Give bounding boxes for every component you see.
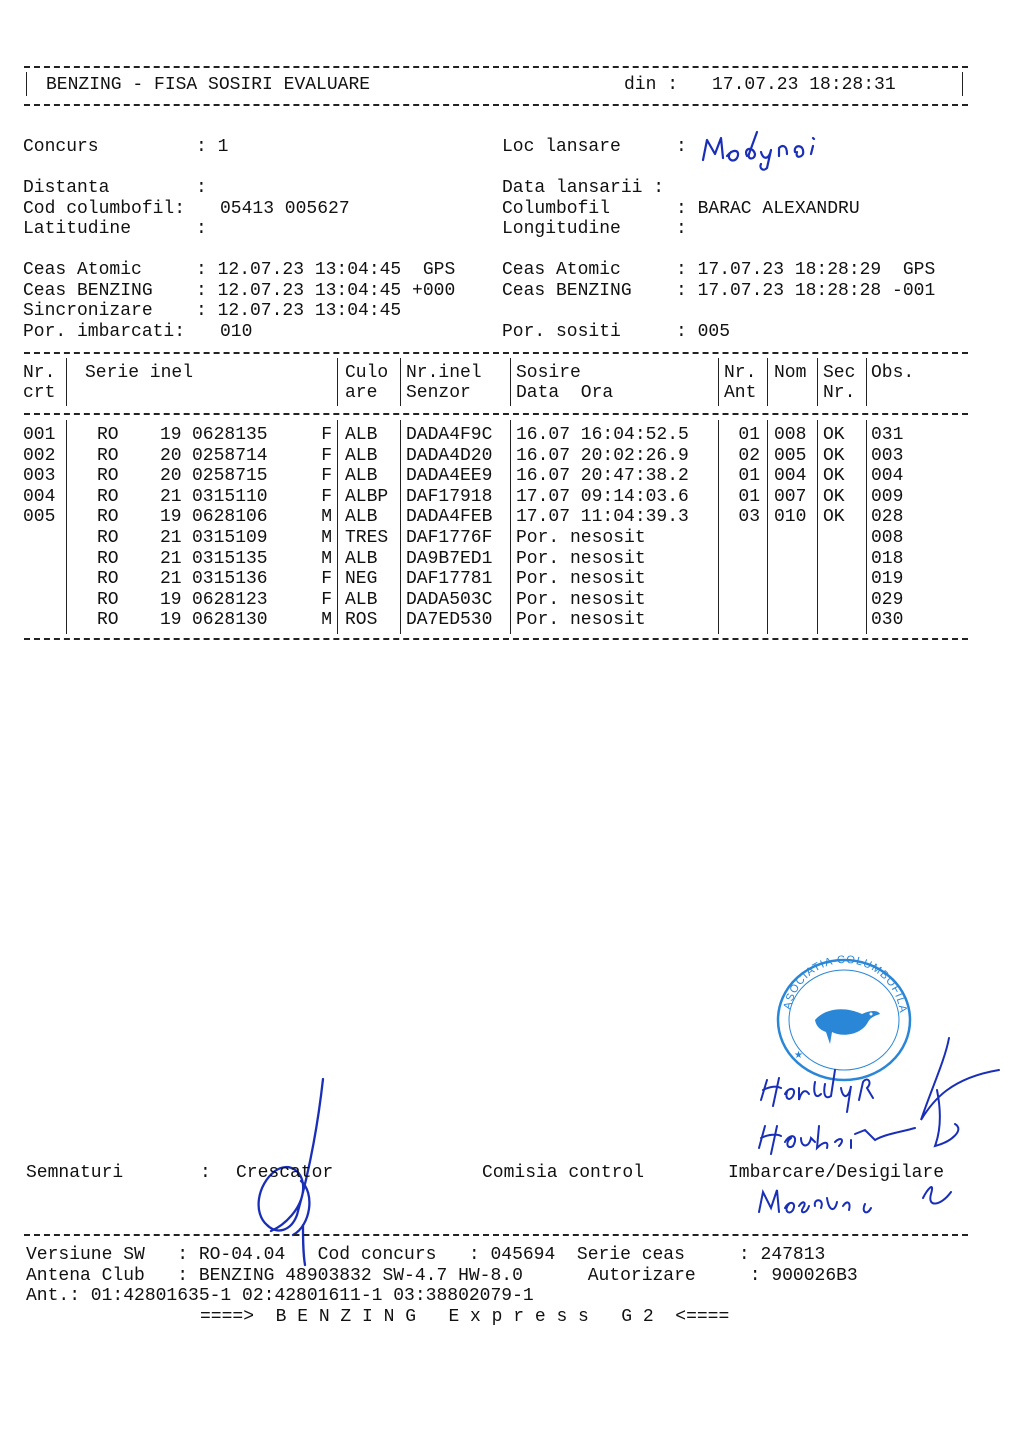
cell-obs: 030 <box>871 610 904 631</box>
column-separator <box>718 420 719 634</box>
cell-cul: ALBP <box>345 486 389 507</box>
cell-cul: ALB <box>345 445 378 466</box>
cell-obs: 029 <box>871 589 904 610</box>
col-header-nr-inel: Nr.inel <box>406 363 482 383</box>
cell-ant: 02 <box>738 445 760 466</box>
cell-crt: 005 <box>23 507 56 528</box>
crescator-label: Crescator <box>236 1163 334 1183</box>
cell-sex: F <box>321 445 332 466</box>
cell-ring: 0315135 <box>192 548 268 569</box>
cell-nom: 007 <box>774 486 807 507</box>
cell-crt: 003 <box>23 466 56 487</box>
cell-sosire: 16.07 20:47:38.2 <box>516 466 689 487</box>
latitudine-label: Latitudine <box>23 219 132 239</box>
porumbei-sositi-label: Por. sositi <box>502 322 621 342</box>
cell-sex: M <box>321 507 332 528</box>
cell-sex: F <box>321 486 332 507</box>
cell-cul: NEG <box>345 569 378 590</box>
porumbei-imbarcati-label: Por. imbarcati: <box>23 322 186 342</box>
cell-ro: RO <box>97 486 119 507</box>
cell-crt: 001 <box>23 425 56 445</box>
cod-columbofil-value: 05413 005627 <box>220 199 350 219</box>
col-header-data-ora: Data Ora <box>516 383 614 403</box>
footer-antena-line: Antena Club : BENZING 48903832 SW-4.7 HW-8.0 Autorizare : 900026B3 <box>26 1266 858 1286</box>
cell-yr: 21 <box>160 486 182 507</box>
cell-sec: OK <box>823 466 845 487</box>
loc-lansare-label: Loc lansare <box>502 137 621 157</box>
header-right-border <box>962 72 963 96</box>
cell-sosire: 16.07 20:02:26.9 <box>516 445 689 466</box>
cell-sosire: 17.07 11:04:39.3 <box>516 507 689 528</box>
table-top-rule <box>24 352 968 354</box>
table-bottom-rule <box>24 638 968 640</box>
column-separator <box>767 358 768 406</box>
cell-yr: 20 <box>160 445 182 466</box>
comisia-control-label: Comisia control <box>482 1163 645 1183</box>
col-header-crt: crt <box>23 383 56 403</box>
header-top-rule <box>24 66 968 68</box>
cell-sosire: Por. nesosit <box>516 528 646 548</box>
ceas-benzing-end-label: Ceas BENZING <box>502 281 632 301</box>
ceas-benzing-end-value: : 17.07.23 18:28:28 -001 <box>676 281 936 301</box>
cell-cul: ALB <box>345 425 378 445</box>
columbofil-label: Columbofil <box>502 199 611 219</box>
column-separator <box>866 358 867 406</box>
svg-text:★: ★ <box>794 1050 803 1061</box>
longitudine-label: Longitudine <box>502 219 621 239</box>
concurs-value: : 1 <box>196 137 229 157</box>
cell-sex: F <box>321 466 332 487</box>
longitudine-value: : <box>676 219 687 239</box>
cell-nom: 004 <box>774 466 807 487</box>
cell-sex: F <box>321 569 332 590</box>
cell-sec: OK <box>823 425 845 445</box>
col-header-nom: Nom <box>774 363 807 383</box>
cell-obs: 028 <box>871 507 904 528</box>
cell-yr: 19 <box>160 425 182 445</box>
column-separator <box>510 420 511 634</box>
cell-ro: RO <box>97 569 119 590</box>
cell-sex: M <box>321 548 332 569</box>
col-header-senzor: Senzor <box>406 383 471 403</box>
cell-yr: 21 <box>160 569 182 590</box>
report-datetime: 17.07.23 18:28:31 <box>712 75 896 95</box>
cell-ro: RO <box>97 507 119 528</box>
cell-senzor: DA9B7ED1 <box>406 548 493 569</box>
cell-senzor: DAF17918 <box>406 486 493 507</box>
cell-ring: 0315136 <box>192 569 268 590</box>
cell-ro: RO <box>97 589 119 610</box>
cell-ring: 0628135 <box>192 425 268 445</box>
imbarcare-desigilare-label: Imbarcare/Desigilare <box>728 1163 945 1183</box>
column-separator <box>817 358 818 406</box>
cell-senzor: DAF1776F <box>406 528 493 548</box>
cell-obs: 008 <box>871 528 904 548</box>
ceas-atomic-start-label: Ceas Atomic <box>23 260 142 280</box>
cell-sex: F <box>321 425 332 445</box>
cell-cul: ROS <box>345 610 378 631</box>
cell-senzor: DADA503C <box>406 589 493 610</box>
cell-sosire: 16.07 16:04:52.5 <box>516 425 689 445</box>
cell-yr: 20 <box>160 466 182 487</box>
cell-ring: 0258714 <box>192 445 268 466</box>
column-separator <box>400 358 401 406</box>
cell-ro: RO <box>97 466 119 487</box>
table-header-rule <box>24 413 968 415</box>
cell-obs: 004 <box>871 466 904 487</box>
porumbei-imbarcati-value: 010 <box>220 322 253 342</box>
ceas-benzing-start-value: : 12.07.23 13:04:45 +000 <box>196 281 456 301</box>
cell-sex: M <box>321 610 332 631</box>
semnaturi-label: Semnaturi <box>26 1163 124 1183</box>
cell-ant: 03 <box>738 507 760 528</box>
loc-lansare-sep: : <box>676 137 687 157</box>
col-header-ant: Ant <box>724 383 757 403</box>
cell-ring: 0315110 <box>192 486 268 507</box>
cell-ring: 0628106 <box>192 507 268 528</box>
column-separator <box>337 358 338 406</box>
latitudine-value: : <box>196 219 207 239</box>
distanta-value: : <box>196 178 207 198</box>
cell-ro: RO <box>97 548 119 569</box>
stamp-text: ASOCIATIA COLUMBOFILA <box>781 953 909 1015</box>
cell-obs: 019 <box>871 569 904 590</box>
header-bottom-rule <box>24 104 968 106</box>
col-header-sec: Sec <box>823 363 856 383</box>
columbofil-value: : BARAC ALEXANDRU <box>676 199 860 219</box>
col-header-serie-inel: Serie inel <box>85 363 194 383</box>
col-header-culoare-2: are <box>345 383 378 403</box>
column-separator <box>767 420 768 634</box>
cell-obs: 009 <box>871 486 904 507</box>
data-lansarii-label: Data lansarii : <box>502 178 665 198</box>
col-header-nr-ant: Nr. <box>724 363 757 383</box>
cell-sosire: Por. nesosit <box>516 589 646 610</box>
cell-sec: OK <box>823 486 845 507</box>
cell-ring: 0628130 <box>192 610 268 631</box>
cell-yr: 19 <box>160 589 182 610</box>
document-title: BENZING - FISA SOSIRI EVALUARE <box>46 75 371 95</box>
cell-ro: RO <box>97 610 119 631</box>
column-separator <box>510 358 511 406</box>
sincronizare-value: : 12.07.23 13:04:45 <box>196 301 402 321</box>
cell-cul: ALB <box>345 466 378 487</box>
cell-ring: 0628123 <box>192 589 268 610</box>
column-separator <box>337 420 338 634</box>
cell-obs: 003 <box>871 445 904 466</box>
cell-ring: 0258715 <box>192 466 268 487</box>
column-separator <box>718 358 719 406</box>
column-separator <box>817 420 818 634</box>
cell-senzor: DADA4D20 <box>406 445 493 466</box>
cell-senzor: DA7ED530 <box>406 610 493 631</box>
cell-crt: 004 <box>23 486 56 507</box>
cell-senzor: DADA4EE9 <box>406 466 493 487</box>
cell-obs: 031 <box>871 425 904 445</box>
cell-yr: 21 <box>160 548 182 569</box>
loc-lansare-handwriting <box>695 128 870 174</box>
col-header-culoare-1: Culo <box>345 363 389 383</box>
cell-sosire: Por. nesosit <box>516 548 646 569</box>
header-left-border <box>26 72 27 96</box>
cell-ant: 01 <box>738 425 760 445</box>
ceas-atomic-start-value: : 12.07.23 13:04:45 GPS <box>196 260 456 280</box>
cell-nom: 008 <box>774 425 807 445</box>
column-separator <box>66 420 67 634</box>
footer-benzing-express: ====> B E N Z I N G E x p r e s s G 2 <==== <box>200 1307 730 1327</box>
cell-sosire: Por. nesosit <box>516 569 646 590</box>
column-separator <box>400 420 401 634</box>
cell-sosire: 17.07 09:14:03.6 <box>516 486 689 507</box>
cell-yr: 19 <box>160 610 182 631</box>
cell-ant: 01 <box>738 466 760 487</box>
footer-rule <box>24 1234 968 1236</box>
cell-sec: OK <box>823 507 845 528</box>
footer-ant-line: Ant.: 01:42801635-1 02:42801611-1 03:38802079-1 <box>26 1286 534 1306</box>
col-header-nr: Nr. <box>23 363 56 383</box>
cell-cul: ALB <box>345 548 378 569</box>
cell-sosire: Por. nesosit <box>516 610 646 631</box>
cell-sec: OK <box>823 445 845 466</box>
distanta-label: Distanta <box>23 178 110 198</box>
cell-ro: RO <box>97 445 119 466</box>
footer-versiune-line: Versiune SW : RO-04.04 Cod concurs : 045694 Serie ceas : 247813 <box>26 1245 826 1265</box>
ceas-atomic-end-label: Ceas Atomic <box>502 260 621 280</box>
cell-crt: 002 <box>23 445 56 466</box>
cell-ring: 0315109 <box>192 528 268 548</box>
cell-ant: 01 <box>738 486 760 507</box>
cell-ro: RO <box>97 425 119 445</box>
cell-senzor: DADA4FEB <box>406 507 493 528</box>
sincronizare-label: Sincronizare <box>23 301 153 321</box>
ceas-atomic-end-value: : 17.07.23 18:28:29 GPS <box>676 260 936 280</box>
ceas-benzing-start-label: Ceas BENZING <box>23 281 153 301</box>
concurs-label: Concurs <box>23 137 99 157</box>
cell-cul: ALB <box>345 589 378 610</box>
cell-nom: 005 <box>774 445 807 466</box>
col-header-obs: Obs. <box>871 363 915 383</box>
porumbei-sositi-value: : 005 <box>676 322 731 342</box>
cod-columbofil-label: Cod columbofil: <box>23 199 186 219</box>
committee-signatures <box>755 1030 1005 1230</box>
cell-sex: F <box>321 589 332 610</box>
col-header-sec-nr: Nr. <box>823 383 856 403</box>
cell-senzor: DADA4F9C <box>406 425 493 445</box>
cell-ro: RO <box>97 528 119 548</box>
column-separator <box>866 420 867 634</box>
din-label: din : <box>624 75 679 95</box>
svg-text:ASOCIATIA COLUMBOFILA <box>782 954 909 1014</box>
col-header-sosire: Sosire <box>516 363 581 383</box>
cell-cul: ALB <box>345 507 378 528</box>
cell-yr: 19 <box>160 507 182 528</box>
column-separator <box>66 358 67 406</box>
semnaturi-sep: : <box>200 1163 211 1183</box>
cell-sex: M <box>321 528 332 548</box>
cell-cul: TRES <box>345 528 389 548</box>
cell-yr: 21 <box>160 528 182 548</box>
cell-senzor: DAF17781 <box>406 569 493 590</box>
cell-obs: 018 <box>871 548 904 569</box>
cell-nom: 010 <box>774 507 807 528</box>
